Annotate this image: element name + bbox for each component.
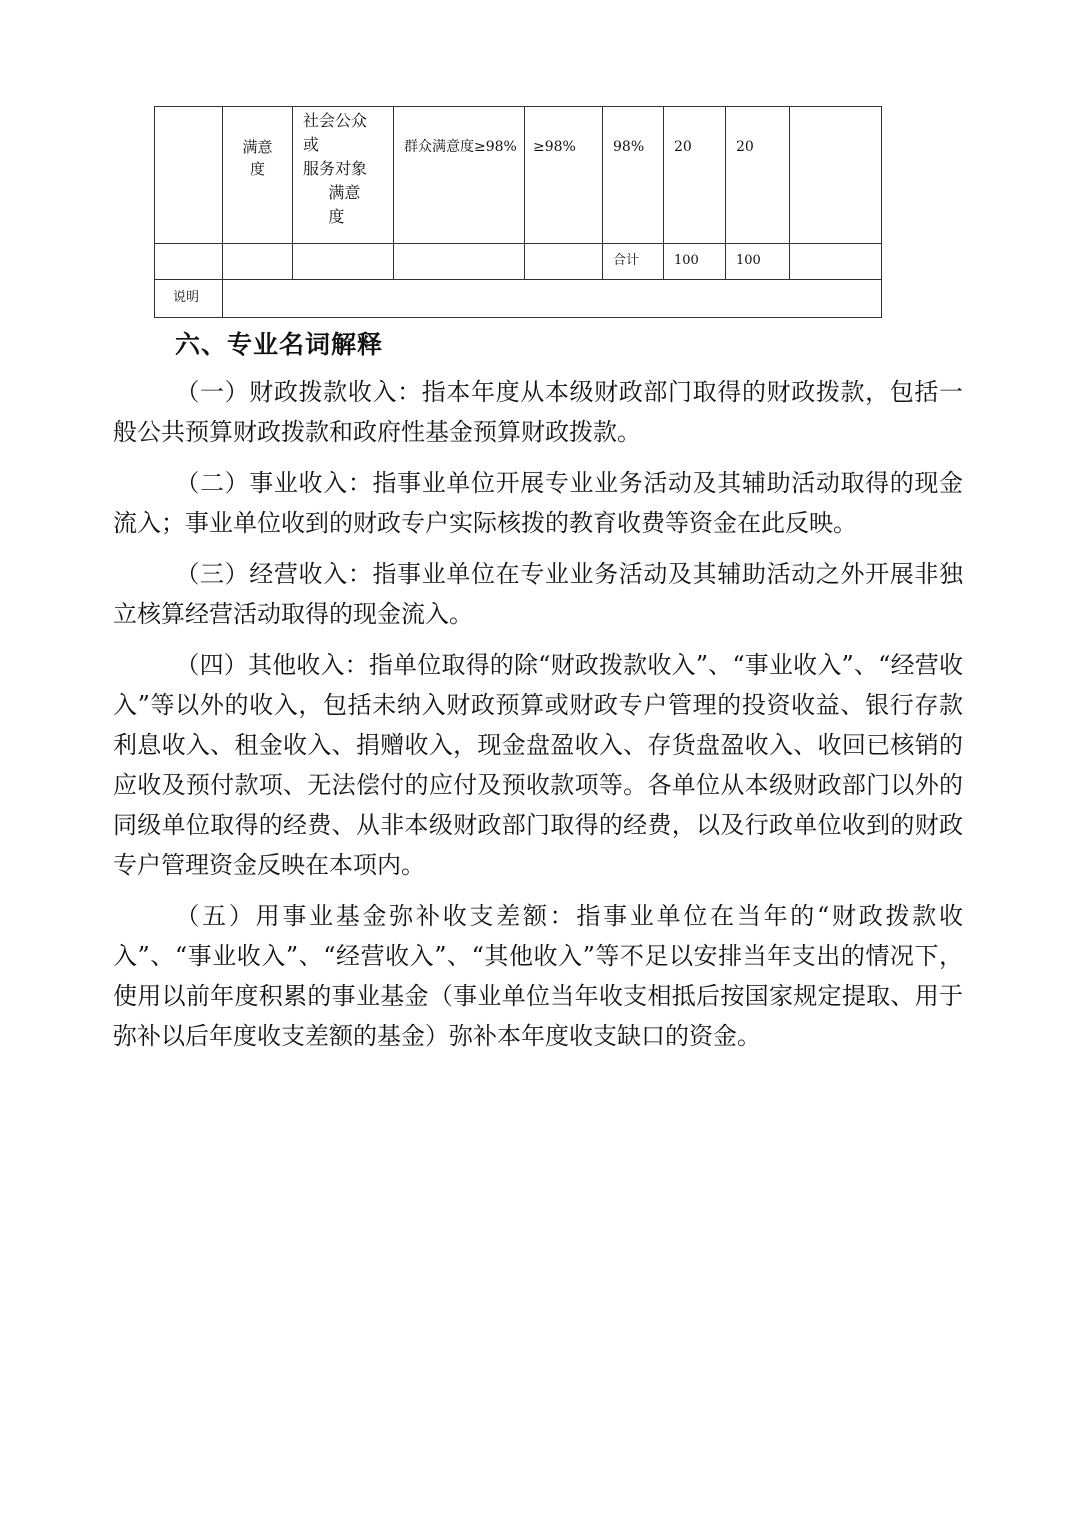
table-cell-empty [155,244,223,280]
table-cell-total-weight [664,244,726,280]
notes-label: 说明 [173,290,200,306]
section-heading: 六、专业名词解释 [175,330,384,359]
weight-text: 20 [674,139,692,155]
table-cell-target [525,107,603,244]
definitions-body [113,372,963,1067]
actual-text: 98% [613,139,645,155]
category-text: 满意 度 [242,138,273,178]
performance-table [154,106,882,318]
table-cell-weight [664,107,726,244]
table-cell-empty [790,244,882,280]
table-cell-empty [525,244,603,280]
table-cell-actual [603,107,664,244]
table-cell-empty [394,244,525,280]
table-cell-empty [223,244,293,280]
indicator-text: 社会公众 或 服务对象 满意 度 [303,111,368,226]
definition-paragraph: （四）其他收入：指单位取得的除“财政拨款收入”、“事业收入”、“经营收入”等以外的收入，包括未纳入财政预算或财政专户管理的投资收益、银行存款利息收入、租金收入、捐赠收入，现金盘盈收入、存货盘盈收入、收回已核销的应收及预付款项、无法偿付的应付及预收款项等。各单位从本级财政部门以外的同级单位取得的经费、从非本级财政部门取得的经费，以及行政单位收到的财政专户管理资金反映在本项内。 [113,651,963,879]
table-row-notes [155,280,882,318]
definition-paragraph: （二）事业收入：指事业单位开展专业业务活动及其辅助活动取得的现金流入；事业单位收到的财政专户实际核拨的教育收费等资金在此反映。 [113,469,963,537]
table-cell-total-label [603,244,664,280]
table-cell-category [223,107,293,244]
total-label: 合计 [613,253,640,269]
total-weight: 100 [674,253,699,269]
total-score: 100 [736,253,761,269]
score-text: 20 [736,139,754,155]
table-row-satisfaction [155,107,882,244]
table-row-total [155,244,882,280]
table-cell-indicator [293,107,394,244]
table-cell-notes-content [223,280,882,318]
table-cell-metric [394,107,525,244]
metric-text: 群众满意度≥98% [404,139,517,155]
table-cell-empty [293,244,394,280]
table-cell-empty [155,107,223,244]
table-cell-score [726,107,790,244]
table-cell-total-score [726,244,790,280]
definition-paragraph: （五）用事业基金弥补收支差额：指事业单位在当年的“财政拨款收入”、“事业收入”、“经营收入”、“其他收入”等不足以安排当年支出的情况下，使用以前年度积累的事业基金（事业单位当年收支相抵后按国家规定提取、用于弥补以后年度收支差额的基金）弥补本年度收支缺口的资金。 [113,902,963,1050]
target-text: ≥98% [533,139,576,155]
table-cell-notes-label [155,280,223,318]
definition-paragraph: （一）财政拨款收入：指本年度从本级财政部门取得的财政拨款，包括一般公共预算财政拨款和政府性基金预算财政拨款。 [113,378,963,446]
definition-paragraph: （三）经营收入：指事业单位在专业业务活动及其辅助活动之外开展非独立核算经营活动取得的现金流入。 [113,560,963,628]
table-cell-empty [790,107,882,244]
